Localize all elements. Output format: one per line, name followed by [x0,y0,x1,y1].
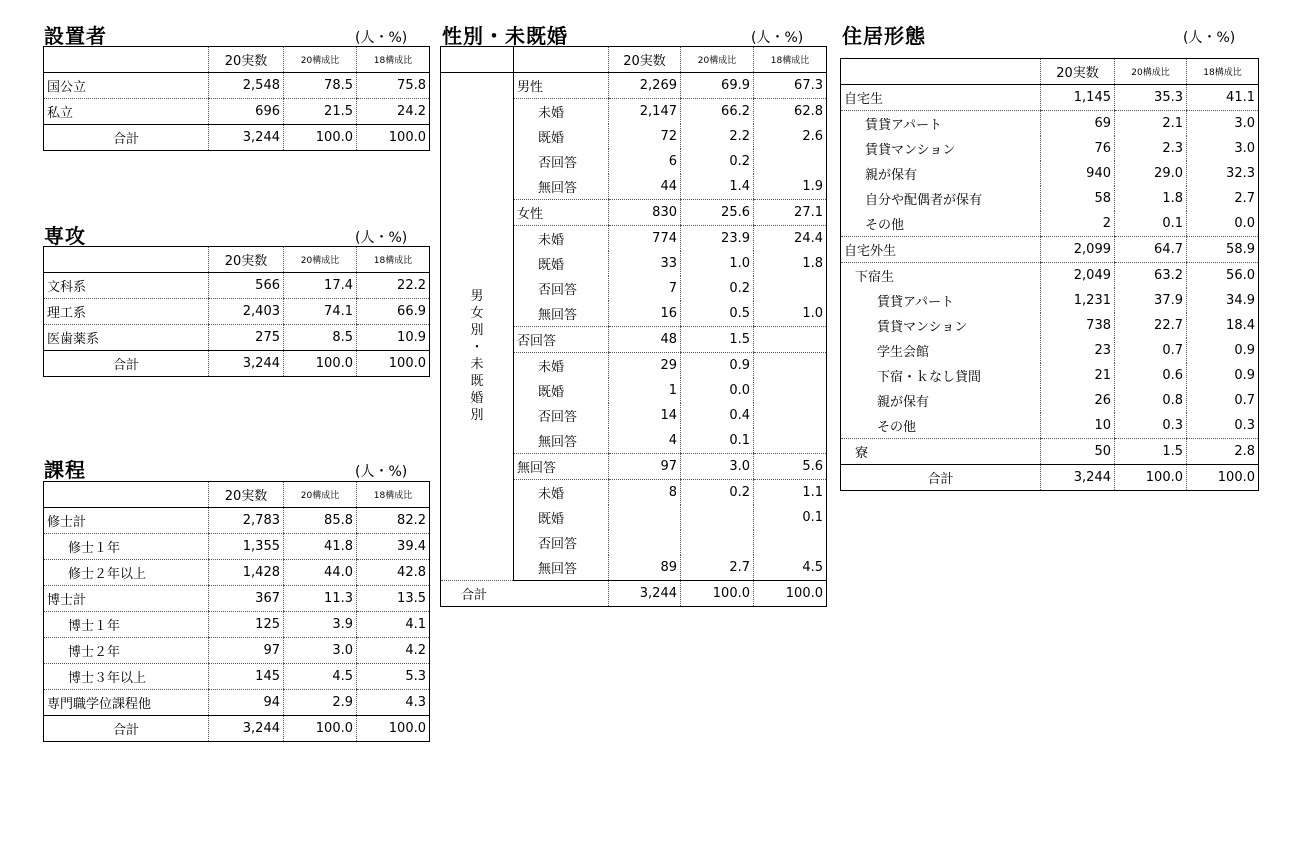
cell: 63.2 [1115,263,1187,289]
cell: 2,783 [209,508,284,534]
table-row [841,388,1259,413]
cell: 1.5 [681,327,754,353]
row-label: 修士計 [44,508,209,534]
cell: 0.3 [1115,413,1187,439]
row-label: 下宿・ｋなし貸間 [877,370,982,385]
cell: 44.0 [284,560,357,586]
row-label: 否回答 [538,283,578,298]
cell: 48 [609,327,681,353]
total-row [44,351,430,377]
row-label: 自宅生 [841,85,1041,111]
table-row [841,439,1259,465]
cell: 82.2 [357,508,430,534]
table-row [44,664,430,690]
cell: 33 [609,251,681,276]
cell [681,505,754,530]
cell: 0.2 [681,276,754,301]
cell: 3,244 [209,351,284,377]
row-label: 無回答 [514,174,609,200]
cell: 0.1 [1115,211,1187,237]
cell: 23.9 [681,226,754,252]
cell: 3.0 [1187,111,1259,137]
table-row [841,313,1259,338]
cell: 1.1 [754,480,827,506]
jukyo-unit: (人・%) [1183,30,1236,46]
cell: 58 [1041,186,1115,211]
cell: 3,244 [209,716,284,742]
cell: 74.1 [284,299,357,325]
row-label: 賃貸アパート [865,118,942,133]
cell: 24.2 [357,99,430,125]
row-label: 男性 [514,73,609,99]
cell [681,530,754,555]
row-label: 無回答 [514,428,609,454]
cell: 69.9 [681,73,754,99]
table-row [841,363,1259,388]
col-ratio18-header: 18構成比 [357,47,430,73]
cell: 22.2 [357,273,430,299]
table-row [841,338,1259,363]
cell: 35.3 [1115,85,1187,111]
cell: 0.7 [1115,338,1187,363]
col-ratio20-header: 20構成比 [284,247,357,273]
setchisha-title: 設置者 [44,24,107,48]
row-label: 親が保有 [877,395,930,410]
table-row [44,325,430,351]
cell: 44 [609,174,681,200]
col-ratio20-header: 20構成比 [284,482,357,508]
cell: 97 [209,638,284,664]
cell: 100.0 [284,351,357,377]
cell: 10.9 [357,325,430,351]
cell: 4 [609,428,681,454]
table-row [44,508,430,534]
total-row [44,716,430,742]
cell: 367 [209,586,284,612]
cell: 0.0 [1187,211,1259,237]
row-label: 賃貸マンション [865,143,956,158]
table-row [841,161,1259,186]
cell: 2.6 [754,124,827,149]
col-ratio18-header: 18構成比 [357,482,430,508]
table-row [841,211,1259,237]
table-header-row [44,482,430,508]
row-label: 賃貸マンション [877,320,968,335]
col-count-header: 20実数 [209,247,284,273]
cell: 4.3 [357,690,430,716]
row-label: 否回答 [538,537,578,552]
cell: 774 [609,226,681,252]
cell: 72 [609,124,681,149]
cell: 1.9 [754,174,827,200]
cell: 17.4 [284,273,357,299]
row-label: 博士３年以上 [44,664,209,690]
table-row [841,111,1259,137]
cell: 8 [609,480,681,506]
row-label: その他 [841,211,1041,237]
table-row [841,288,1259,313]
cell: 26 [1041,388,1115,413]
table-row [841,186,1259,211]
cell: 100.0 [284,716,357,742]
row-label: 博士２年 [44,638,209,664]
cell: 940 [1041,161,1115,186]
col-ratio20-header: 20構成比 [1115,59,1187,85]
cell: 1.0 [681,251,754,276]
row-label: 合計 [112,723,139,738]
cell: 100.0 [357,716,430,742]
table-header-row [44,247,430,273]
cell: 94 [209,690,284,716]
row-label: 否回答 [514,327,609,353]
cell: 7 [609,276,681,301]
table-row [44,586,430,612]
row-label: 既婚 [538,258,565,273]
cell: 125 [209,612,284,638]
cell: 66.9 [357,299,430,325]
row-label: 既婚 [538,512,565,527]
table-header-row [44,47,430,73]
row-label: 医歯薬系 [44,325,209,351]
cell: 0.8 [1115,388,1187,413]
cell: 4.5 [754,555,827,581]
cell: 2.9 [284,690,357,716]
cell: 100.0 [754,581,827,607]
table-row [44,299,430,325]
table-row [44,612,430,638]
col-count-header: 20実数 [209,47,284,73]
table-row [841,136,1259,161]
row-label: 賃貸アパート [877,295,954,310]
cell: 0.9 [1187,338,1259,363]
cell: 0.5 [681,301,754,327]
cell: 0.2 [681,149,754,174]
cell: 1.4 [681,174,754,200]
total-row [44,125,430,151]
seibetsu-table [440,46,827,607]
cell [754,530,827,555]
cell: 32.3 [1187,161,1259,186]
side-label-seibetsu: 男 女 別 ・ 未 既 婚 別 [441,73,514,581]
cell: 0.1 [754,505,827,530]
cell: 830 [609,200,681,226]
row-label: 文科系 [44,273,209,299]
cell: 1.5 [1115,439,1187,465]
cell: 97 [609,454,681,480]
row-label: 未婚 [538,360,565,375]
cell [754,327,827,353]
row-label: 未婚 [538,487,565,502]
cell [754,353,827,379]
cell: 22.7 [1115,313,1187,338]
row-label: 無回答 [514,301,609,327]
cell: 0.4 [681,403,754,428]
cell: 29.0 [1115,161,1187,186]
cell: 42.8 [357,560,430,586]
cell: 2,147 [609,99,681,125]
table-row [44,560,430,586]
row-label: 自分や配偶者が保有 [865,193,983,208]
cell: 1.0 [754,301,827,327]
total-row [441,581,827,607]
cell: 64.7 [1115,237,1187,263]
col-ratio20-header: 20構成比 [681,47,754,73]
cell: 2,049 [1041,263,1115,289]
cell: 13.5 [357,586,430,612]
table-row [441,73,827,99]
row-label: 合計 [112,132,139,147]
cell: 1.8 [1115,186,1187,211]
row-label: 合計 [112,358,139,373]
cell: 100.0 [1187,465,1259,491]
cell: 2,269 [609,73,681,99]
row-label: 博士計 [44,586,209,612]
senko-title: 専攻 [44,224,86,248]
row-label: 合計 [461,588,488,603]
cell: 5.3 [357,664,430,690]
cell: 2.8 [1187,439,1259,465]
cell: 41.1 [1187,85,1259,111]
cell: 100.0 [357,351,430,377]
cell: 100.0 [284,125,357,151]
table-header-row [841,59,1259,85]
table-row [841,237,1259,263]
cell: 21.5 [284,99,357,125]
cell: 0.9 [681,353,754,379]
katei-table [43,481,430,742]
cell: 3.0 [1187,136,1259,161]
cell: 66.2 [681,99,754,125]
row-label: その他 [841,413,1041,439]
table-row [44,690,430,716]
col-ratio18-header: 18構成比 [357,247,430,273]
col-ratio18-header: 18構成比 [1187,59,1259,85]
cell: 78.5 [284,73,357,99]
cell: 3,244 [609,581,681,607]
row-label: 無回答 [514,454,609,480]
row-label: 合計 [927,472,954,487]
setchisha-table [43,46,430,151]
row-label: 未婚 [538,106,565,121]
cell: 2,403 [209,299,284,325]
cell: 2.7 [1187,186,1259,211]
cell: 11.3 [284,586,357,612]
cell: 16 [609,301,681,327]
cell: 2.7 [681,555,754,581]
cell: 145 [209,664,284,690]
seibetsu-title: 性別・未既婚 [442,24,568,48]
cell: 58.9 [1187,237,1259,263]
row-label: 国公立 [44,73,209,99]
cell: 1,428 [209,560,284,586]
cell: 1,145 [1041,85,1115,111]
cell: 18.4 [1187,313,1259,338]
row-label: 下宿生 [855,270,895,285]
row-label: 私立 [44,99,209,125]
cell: 76 [1041,136,1115,161]
cell: 69 [1041,111,1115,137]
row-label: 未婚 [538,233,565,248]
cell: 25.6 [681,200,754,226]
row-label: 博士１年 [44,612,209,638]
row-label: 女性 [514,200,609,226]
cell: 89 [609,555,681,581]
cell [609,505,681,530]
cell: 2,548 [209,73,284,99]
cell: 4.5 [284,664,357,690]
cell: 62.8 [754,99,827,125]
cell [754,403,827,428]
cell: 39.4 [357,534,430,560]
row-label: 寮 [841,439,1041,465]
cell: 3.0 [284,638,357,664]
katei-title: 課程 [44,458,86,482]
table-row [841,263,1259,289]
col-count-header: 20実数 [209,482,284,508]
row-label: 学生会館 [877,345,930,360]
setchisha-unit: (人・%) [355,30,408,46]
cell: 8.5 [284,325,357,351]
seibetsu-unit: (人・%) [751,30,804,46]
cell: 1.8 [754,251,827,276]
table-row [44,638,430,664]
cell: 0.7 [1187,388,1259,413]
cell: 100.0 [357,125,430,151]
cell: 34.9 [1187,288,1259,313]
table-row [44,534,430,560]
senko-table [43,246,430,377]
row-label: 無回答 [514,555,609,581]
table-row [44,99,430,125]
cell: 1,231 [1041,288,1115,313]
cell: 4.2 [357,638,430,664]
katei-unit: (人・%) [355,464,408,480]
cell: 67.3 [754,73,827,99]
table-row [44,73,430,99]
row-label: 既婚 [538,385,565,400]
row-label: 既婚 [538,131,565,146]
cell: 0.0 [681,378,754,403]
cell: 0.1 [681,428,754,454]
cell: 29 [609,353,681,379]
cell: 100.0 [681,581,754,607]
cell: 2.3 [1115,136,1187,161]
cell: 3,244 [1041,465,1115,491]
cell: 37.9 [1115,288,1187,313]
cell: 2.1 [1115,111,1187,137]
cell: 85.8 [284,508,357,534]
table-row [44,273,430,299]
cell: 3.0 [681,454,754,480]
cell: 696 [209,99,284,125]
cell [609,530,681,555]
cell: 2 [1041,211,1115,237]
jukyo-title: 住居形態 [842,24,926,48]
table-header-row [441,47,827,73]
cell: 75.8 [357,73,430,99]
senko-unit: (人・%) [355,230,408,246]
table-row [841,85,1259,111]
cell: 21 [1041,363,1115,388]
cell: 14 [609,403,681,428]
col-count-header: 20実数 [609,47,681,73]
cell: 6 [609,149,681,174]
col-ratio18-header: 18構成比 [754,47,827,73]
row-label: 否回答 [538,410,578,425]
col-count-header: 20実数 [1041,59,1115,85]
cell: 0.3 [1187,413,1259,439]
cell: 5.6 [754,454,827,480]
cell: 2,099 [1041,237,1115,263]
cell: 56.0 [1187,263,1259,289]
col-ratio20-header: 20構成比 [284,47,357,73]
row-label: 自宅外生 [841,237,1041,263]
cell: 4.1 [357,612,430,638]
row-label: 理工系 [44,299,209,325]
row-label: 修士２年以上 [44,560,209,586]
cell [754,428,827,454]
cell: 3.9 [284,612,357,638]
cell: 2.2 [681,124,754,149]
cell: 1,355 [209,534,284,560]
cell: 10 [1041,413,1115,439]
cell: 566 [209,273,284,299]
total-row [841,465,1259,491]
cell: 738 [1041,313,1115,338]
cell: 50 [1041,439,1115,465]
cell: 23 [1041,338,1115,363]
cell [754,378,827,403]
row-label: 親が保有 [865,168,918,183]
cell: 0.9 [1187,363,1259,388]
cell [754,276,827,301]
cell: 0.6 [1115,363,1187,388]
cell: 100.0 [1115,465,1187,491]
cell [754,149,827,174]
cell: 275 [209,325,284,351]
row-label: 否回答 [538,156,578,171]
row-label: 修士１年 [44,534,209,560]
cell: 41.8 [284,534,357,560]
row-label: 専門職学位課程他 [44,690,209,716]
cell: 27.1 [754,200,827,226]
cell: 3,244 [209,125,284,151]
jukyo-table [840,58,1259,491]
cell: 1 [609,378,681,403]
table-row [841,413,1259,439]
cell: 0.2 [681,480,754,506]
cell: 24.4 [754,226,827,252]
